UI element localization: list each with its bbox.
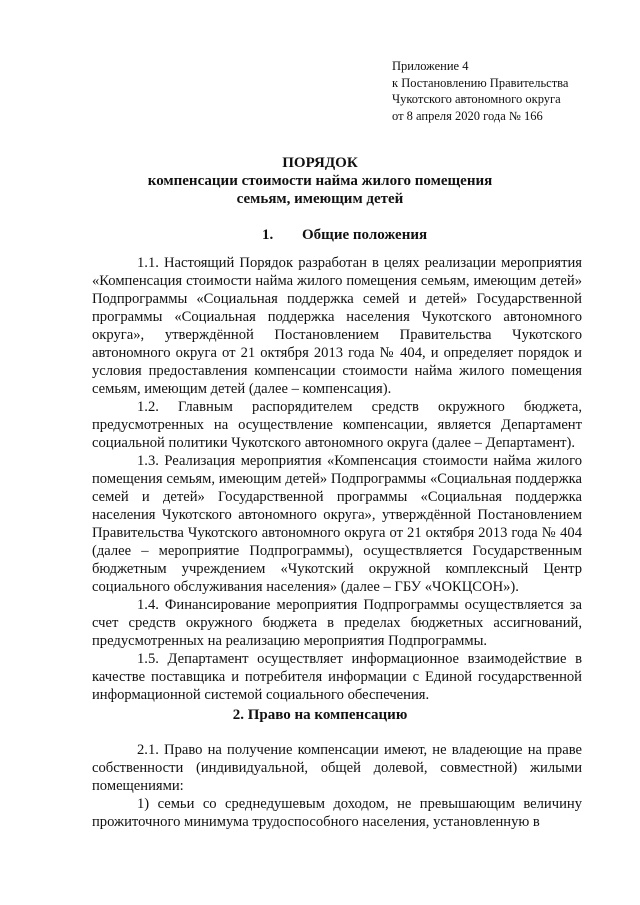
title-line-3: семьям, имеющим детей — [236, 191, 404, 207]
paragraph-2-1-item-1: 1) семьи со среднедушевым доходом, не превышающим величину прожиточного минимума трудоспособного населения, установленную в — [92, 796, 582, 830]
paragraph-1-1: 1.1. Настоящий Порядок разработан в целях реализации мероприятия «Компенсация стоимости найма жилого помещения семьям, имеющим детей» Подпрограммы «Социальная поддержка семей и детей» Государственной программы «Социальная поддержка населения Чукотского автономного округа», утверждённой Постановлением Правительства Чукотского автономного округа от 21 октября 2013 года № 404, и определяет порядок и условия предоставления компенсации стоимости найма жилого помещения семьям, имеющим детей (далее – компенсация). — [92, 255, 582, 397]
paragraph-1-4: 1.4. Финансирование мероприятия Подпрограммы осуществляется за счет средств окружного бюджета в пределах бюджетных ассигнований, предусмотренных на реализацию мероприятия Подпрограммы. — [92, 597, 582, 649]
section-2-body — [92, 741, 582, 831]
appendix-line-1: Приложение 4 — [392, 59, 469, 73]
paragraph-1-3: 1.3. Реализация мероприятия «Компенсация стоимости найма жилого помещения семьям, имеющим детей» Подпрограммы «Социальная поддержка семей и детей» Государственной программы «Социальная поддержка населения Чукотского автономного округа», утверждённой Постановлением Правительства Чукотского автономного округа от 21 октября 2013 года № 404 (далее – мероприятие Подпрограммы), осуществляется Государственным бюджетным учреждением «Чукотский окружной комплексный Центр социального обслуживания населения» (далее – ГБУ «ЧОКЦСОН»). — [92, 453, 582, 595]
document-title — [0, 154, 640, 208]
section-2-heading: 2. Право на компенсацию — [232, 707, 408, 723]
section-1-title: Общие положения — [302, 227, 428, 243]
appendix-line-4: от 8 апреля 2020 года № 166 — [392, 108, 543, 123]
paragraph-1-2: 1.2. Главным распорядителем средств окружного бюджета, предусмотренных на осуществление компенсации, является Департамент социальной политики Чукотского автономного округа (далее – Департамент). — [92, 399, 582, 451]
title-line-2: компенсации стоимости найма жилого помещения — [147, 173, 493, 189]
paragraph-1-5: 1.5. Департамент осуществляет информационное взаимодействие в качестве поставщика и потребителя информации с Единой государственной информационной системой социального обеспечения. — [92, 651, 582, 703]
paragraph-2-1: 2.1. Право на получение компенсации имеют, не владеющие на праве собственности (индивидуальной, общей долевой, совместной) жилыми помещениями: — [92, 742, 582, 794]
appendix-line-2: к Постановлению Правительства — [392, 75, 569, 90]
section-1-body — [92, 254, 582, 704]
section-1-number: 1. — [262, 227, 274, 243]
title-line-1: ПОРЯДОК — [282, 155, 358, 171]
appendix-note — [392, 58, 622, 124]
appendix-line-3: Чукотского автономного округа — [392, 92, 561, 106]
